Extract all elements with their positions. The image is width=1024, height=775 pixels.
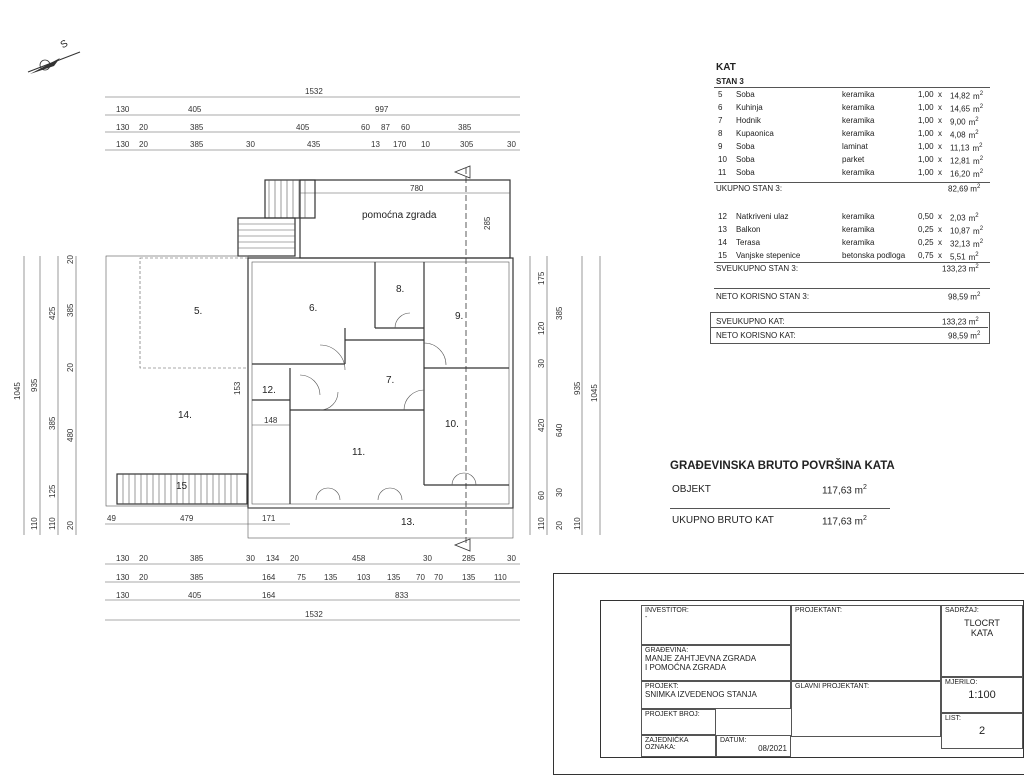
- sadrzaj-label: SADRŽAJ:: [945, 607, 979, 614]
- row-coef: 1,00: [918, 116, 934, 125]
- list-value: 2: [978, 725, 986, 737]
- datum-label: DATUM:: [720, 737, 747, 744]
- dim-label: 110: [30, 517, 39, 530]
- dim-label: 20: [139, 140, 148, 149]
- row-area: 9,00 $m^2$: [950, 117, 979, 127]
- row-mat: betonska podloga: [842, 251, 906, 260]
- dim-label: 285: [462, 554, 476, 563]
- total-1-value: 82,69 $m^2$: [948, 184, 981, 194]
- dim-label: 640: [555, 423, 564, 437]
- row-times: x: [938, 238, 942, 247]
- dim-label: 110: [537, 517, 546, 530]
- dim-label: 458: [352, 554, 366, 563]
- row-area: 11,13 $m^2$: [950, 143, 983, 153]
- table-title: KAT: [716, 62, 736, 73]
- row-no: 13: [718, 225, 727, 234]
- row-times: x: [938, 225, 942, 234]
- dim-label: 125: [48, 484, 57, 498]
- room-13-label: 13.: [401, 517, 415, 528]
- row-no: 8: [718, 129, 723, 138]
- outbuilding-label: pomoćna zgrada: [362, 210, 437, 221]
- dim-label: 20: [139, 573, 148, 582]
- row-coef: 1,00: [918, 155, 934, 164]
- gradevina-value-1: MANJE ZAHTJEVNA ZGRADA: [645, 654, 757, 663]
- dim-label: 20: [66, 521, 75, 530]
- tb-gradevina: [641, 645, 791, 681]
- dim-479: 479: [180, 514, 194, 523]
- row-no: 10: [718, 155, 727, 164]
- area-row: [714, 210, 994, 223]
- row-no: 6: [718, 103, 723, 112]
- dim-label: 103: [357, 573, 371, 582]
- dimension-labels-top: [116, 87, 516, 149]
- dim-label: 70: [434, 573, 443, 582]
- row-name: Soba: [736, 168, 755, 177]
- neto-kat-label: NETO KORISNO KAT:: [716, 331, 796, 340]
- row-coef: 0,25: [918, 225, 934, 234]
- row-area: 32,13 $m^2$: [950, 239, 984, 249]
- sve-kat-label: SVEUKUPNO KAT:: [716, 317, 785, 326]
- dim-label: 134: [266, 554, 280, 563]
- dim-label: 170: [393, 140, 407, 149]
- area-rows: [714, 88, 990, 180]
- gradevina-value-2: I POMOĆNA ZGRADA: [645, 663, 726, 672]
- dim-label: 405: [188, 105, 202, 114]
- dim-label: 30: [246, 554, 255, 563]
- row-coef: 1,00: [918, 103, 934, 112]
- row-times: x: [938, 251, 942, 260]
- dim-label: 305: [460, 140, 474, 149]
- outbuilding: [238, 180, 510, 258]
- tb-sadrzaj: [941, 605, 1023, 677]
- row-name: Soba: [736, 155, 755, 164]
- row-mat: keramika: [842, 225, 875, 234]
- building-walls: [106, 256, 513, 538]
- row-times: x: [938, 103, 942, 112]
- projekt-label: PROJEKT:: [645, 683, 679, 690]
- dim-label: 164: [262, 591, 276, 600]
- dim-label: 164: [262, 573, 276, 582]
- dim-label: 833: [395, 591, 409, 600]
- dim-label: 1045: [590, 384, 599, 402]
- dim-label: 435: [307, 140, 321, 149]
- row-mat: parket: [842, 155, 865, 164]
- tb-mjerilo: [941, 677, 1023, 713]
- dim-label: 70: [416, 573, 425, 582]
- room-5-label: 5.: [194, 306, 203, 317]
- row-area: 12,81 $m^2$: [950, 156, 984, 166]
- dim-49: 49: [107, 514, 116, 523]
- dim-label: 385: [555, 306, 564, 320]
- bruto-title: GRAĐEVINSKA BRUTO POVRŠINA KATA: [670, 460, 895, 472]
- bruto-area-summary: [670, 460, 970, 530]
- area-row: [714, 153, 994, 166]
- area-row: [714, 114, 994, 127]
- row-no: 12: [718, 212, 727, 221]
- row-name: Terasa: [736, 238, 761, 247]
- room-6-label: 6.: [309, 303, 318, 314]
- dim-label: 30: [423, 554, 432, 563]
- dim-label: 30: [537, 359, 546, 368]
- tb-glavni: [791, 681, 941, 737]
- dim-label: 1532: [305, 610, 323, 619]
- tb-projektant: [791, 605, 941, 681]
- row-coef: 0,50: [918, 212, 934, 221]
- total-2-label: SVEUKUPNO STAN 3:: [716, 264, 799, 273]
- row-name: Kupaonica: [736, 129, 774, 138]
- dim-label: 110: [573, 517, 582, 530]
- dim-label: 10: [421, 140, 430, 149]
- dim-label: 385: [190, 573, 204, 582]
- room-12-label: 12.: [262, 385, 276, 396]
- room-8-label: 8.: [396, 284, 405, 295]
- glavni-label: GLAVNI PROJEKTANT:: [795, 683, 870, 690]
- row-area: 5,51 $m^2$: [950, 252, 979, 262]
- dim-label: 75: [297, 573, 306, 582]
- dim-label: 87: [381, 123, 390, 132]
- area-row: [714, 127, 994, 140]
- dimension-labels-right: [537, 271, 599, 530]
- projekt-value: SNIMKA IZVEDENOG STANJA: [645, 690, 757, 699]
- projekt-broj-label: PROJEKT BROJ:: [645, 711, 700, 718]
- row-area: 4,08 $m^2$: [950, 130, 979, 140]
- dim-label: 385: [190, 123, 204, 132]
- total-2-value: 133,23 $m^2$: [942, 264, 979, 274]
- sve-kat-value: 133,23 $m^2$: [942, 317, 979, 327]
- row-name: Soba: [736, 142, 755, 151]
- row-name: Kuhinja: [736, 103, 763, 112]
- north-label: S: [58, 38, 71, 52]
- row-name: Soba: [736, 90, 755, 99]
- list-label: LIST:: [945, 715, 961, 722]
- objekt-value: 117,63 $m^2$: [822, 484, 867, 497]
- row-area: 2,03 $m^2$: [950, 213, 979, 223]
- row-no: 7: [718, 116, 723, 125]
- neto-kat-value: 98,59 $m^2$: [948, 331, 981, 341]
- dim-label: 20: [139, 123, 148, 132]
- dim-label: 935: [30, 378, 39, 392]
- dim-label: 20: [555, 521, 564, 530]
- row-times: x: [938, 212, 942, 221]
- row-mat: keramika: [842, 212, 875, 221]
- mjerilo-label: MJERILO:: [945, 679, 978, 686]
- row-area: 14,82 $m^2$: [950, 91, 984, 101]
- section-marker-icon: [455, 539, 470, 551]
- dim-285: 285: [483, 216, 492, 230]
- dim-153: 153: [233, 381, 242, 395]
- dim-label: 20: [66, 363, 75, 372]
- row-name: Hodnik: [736, 116, 761, 125]
- area-rows-2: [714, 210, 990, 262]
- dim-label: 110: [48, 517, 57, 530]
- dim-label: 30: [507, 140, 516, 149]
- dim-label: 120: [537, 321, 546, 335]
- row-mat: keramika: [842, 90, 875, 99]
- area-row: [714, 223, 994, 236]
- tb-projekt-broj: [641, 709, 716, 735]
- total-1-label: UKUPNO STAN 3:: [716, 184, 783, 193]
- dim-label: 175: [537, 271, 546, 285]
- area-row: [714, 236, 994, 249]
- dim-label: 385: [66, 303, 75, 317]
- table-subtitle: STAN 3: [716, 77, 744, 86]
- dim-label: 130: [116, 105, 130, 114]
- dim-label: 385: [190, 140, 204, 149]
- row-area: 14,65 $m^2$: [950, 104, 984, 114]
- gradevina-label: GRAĐEVINA:: [645, 647, 689, 654]
- mjerilo-value: 1:100: [968, 689, 996, 701]
- north-arrow-icon: [28, 38, 80, 74]
- row-coef: 1,00: [918, 168, 934, 177]
- dim-label: 130: [116, 554, 130, 563]
- row-area: 10,87 $m^2$: [950, 226, 984, 236]
- row-no: 14: [718, 238, 727, 247]
- sadrzaj-value-2: KATA: [970, 628, 994, 638]
- row-times: x: [938, 155, 942, 164]
- ukupno-bruto-value: 117,63 $m^2$: [822, 515, 867, 528]
- row-mat: keramika: [842, 103, 875, 112]
- zajednicka-label: ZAJEDNIČKA OZNAKA:: [645, 737, 689, 751]
- dim-label: 30: [246, 140, 255, 149]
- row-coef: 0,75: [918, 251, 934, 260]
- area-row: [714, 101, 994, 114]
- dim-label: 1045: [13, 382, 22, 400]
- investitor-label: INVESTITOR:: [645, 607, 689, 614]
- area-row: [714, 249, 994, 262]
- dim-780: 780: [410, 184, 424, 193]
- dim-label: 20: [139, 554, 148, 563]
- row-no: 11: [718, 168, 727, 177]
- area-row: [714, 88, 994, 101]
- room-7-label: 7.: [386, 375, 395, 386]
- row-coef: 1,00: [918, 142, 934, 151]
- row-no: 9: [718, 142, 723, 151]
- dim-label: 420: [537, 418, 546, 432]
- dim-label: 135: [462, 573, 476, 582]
- dim-label: 385: [190, 554, 204, 563]
- dim-label: 385: [458, 123, 472, 132]
- row-mat: keramika: [842, 116, 875, 125]
- tb-datum: [716, 735, 791, 757]
- dim-148: 148: [264, 416, 278, 425]
- neto-label: NETO KORISNO STAN 3:: [716, 292, 810, 301]
- row-mat: keramika: [842, 168, 875, 177]
- sadrzaj-value-1: TLOCRT: [964, 618, 1000, 628]
- dim-label: 60: [537, 491, 546, 500]
- dim-label: 60: [361, 123, 370, 132]
- title-block: [600, 600, 1024, 758]
- row-name: Balkon: [736, 225, 761, 234]
- dim-label: 30: [555, 488, 564, 497]
- section-marker-icon: [455, 166, 470, 178]
- dim-label: 997: [375, 105, 389, 114]
- row-coef: 0,25: [918, 238, 934, 247]
- row-times: x: [938, 90, 942, 99]
- tb-list: [941, 713, 1023, 749]
- area-row: [714, 166, 994, 179]
- dim-label: 405: [296, 123, 310, 132]
- dim-label: 130: [116, 591, 130, 600]
- row-mat: keramika: [842, 238, 875, 247]
- dim-label: 1532: [305, 87, 323, 96]
- dim-label: 110: [494, 573, 507, 582]
- objekt-label: OBJEKT: [672, 484, 711, 495]
- room-15-label: 15: [176, 481, 188, 492]
- dim-label: 130: [116, 573, 130, 582]
- row-name: Vanjske stepenice: [736, 251, 801, 260]
- dim-label: 425: [48, 306, 57, 320]
- room-10-label: 10.: [445, 419, 459, 430]
- dim-label: 20: [290, 554, 299, 563]
- row-mat: keramika: [842, 129, 875, 138]
- dim-label: 935: [573, 381, 582, 395]
- room-11-label: 11.: [352, 447, 366, 458]
- row-no: 5: [718, 90, 723, 99]
- datum-value: 08/2021: [758, 744, 787, 753]
- dim-171: 171: [262, 514, 276, 523]
- row-times: x: [938, 142, 942, 151]
- projektant-label: PROJEKTANT:: [795, 607, 842, 614]
- row-mat: laminat: [842, 142, 868, 151]
- tb-projekt: [641, 681, 791, 709]
- row-no: 15: [718, 251, 727, 260]
- dim-label: 385: [48, 416, 57, 430]
- dim-label: 13: [371, 140, 380, 149]
- row-coef: 1,00: [918, 129, 934, 138]
- row-area: 16,20 $m^2$: [950, 169, 984, 179]
- dim-label: 135: [387, 573, 401, 582]
- dim-label: 130: [116, 140, 130, 149]
- area-table: [710, 60, 990, 350]
- tb-investitor: [641, 605, 791, 645]
- row-times: x: [938, 168, 942, 177]
- row-name: Natkriveni ulaz: [736, 212, 789, 221]
- ukupno-bruto-label: UKUPNO BRUTO KAT: [672, 515, 774, 526]
- row-times: x: [938, 116, 942, 125]
- dimension-labels-left: [13, 255, 75, 530]
- area-row: [714, 140, 994, 153]
- neto-value: 98,59 $m^2$: [948, 292, 981, 302]
- row-times: x: [938, 129, 942, 138]
- tb-zajednicka: [641, 735, 716, 757]
- dim-label: 135: [324, 573, 338, 582]
- dim-label: 405: [188, 591, 202, 600]
- dim-label: 30: [507, 554, 516, 563]
- investitor-value: -: [645, 614, 648, 621]
- room-9-label: 9.: [455, 311, 464, 322]
- dim-label: 20: [66, 255, 75, 264]
- room-14-label: 14.: [178, 410, 192, 421]
- dim-label: 130: [116, 123, 130, 132]
- dim-label: 480: [66, 428, 75, 442]
- row-coef: 1,00: [918, 90, 934, 99]
- dim-label: 60: [401, 123, 410, 132]
